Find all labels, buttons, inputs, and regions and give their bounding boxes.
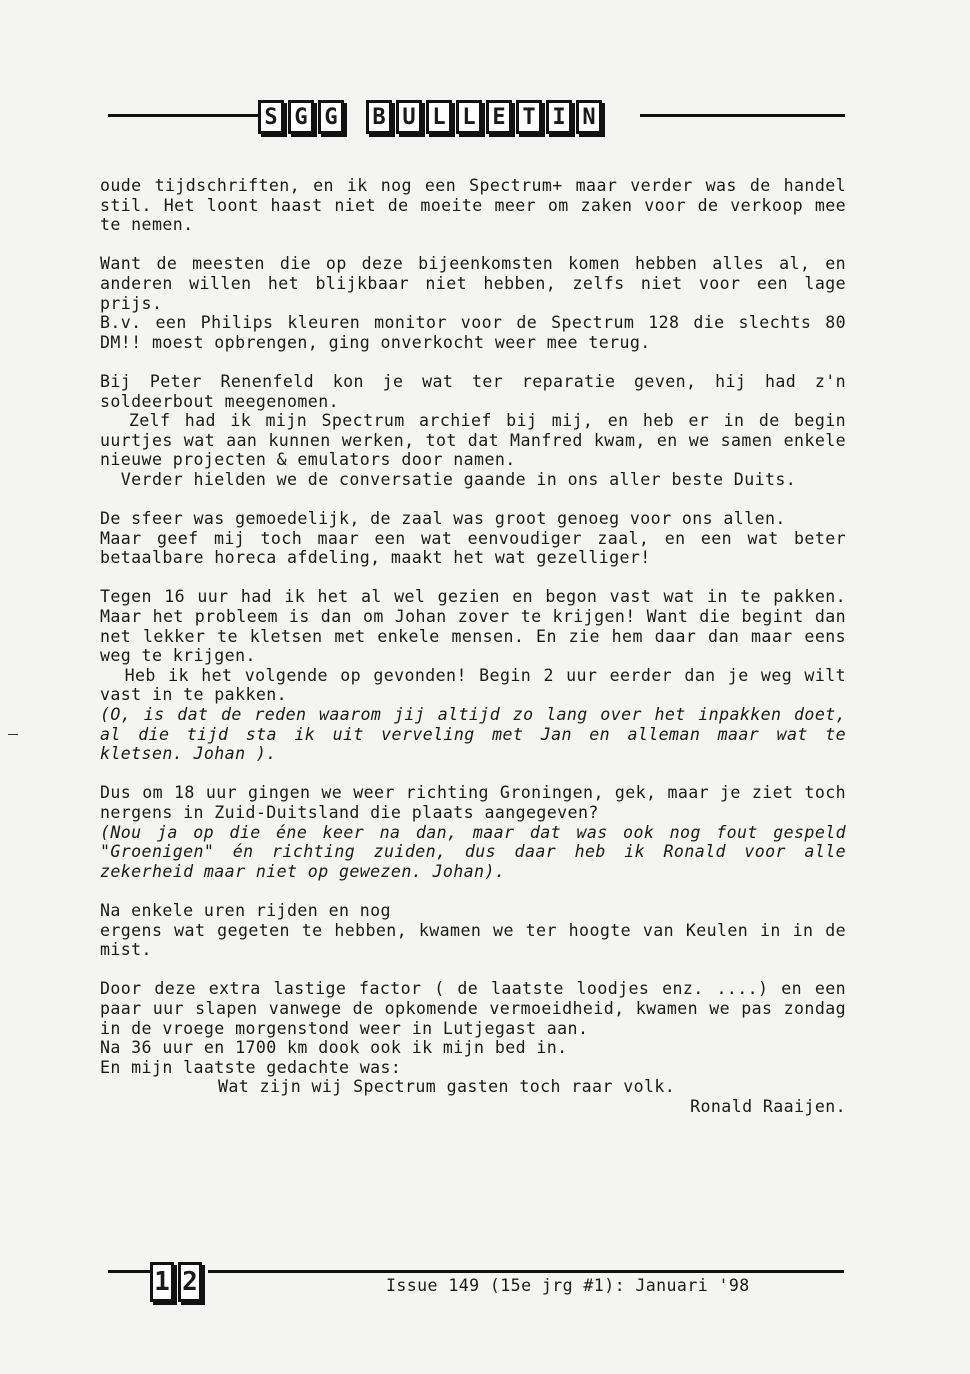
masthead-letter: L [426,100,452,134]
article-body [100,176,857,1117]
header-rule-right [640,114,845,117]
issue-line: Issue 149 (15e jrg #1): Januari '98 [386,1276,750,1295]
masthead-letter: I [546,100,572,134]
footer-rule-right [208,1270,844,1273]
page-digit: 1 [150,1262,174,1302]
masthead-letter: N [576,100,602,134]
closing-quote: Wat zijn wij Spectrum gasten toch raar volk. [218,1077,676,1097]
masthead-letter: E [486,100,512,134]
paragraph: Door deze extra lastige factor ( de laatste loodjes enz. ....) en een paar uur slapen vanwege de opkomende vermoeidheid, kwamen we pas zondag in de vroege morgenstond weer in Lutjegast aan. [100,979,857,1038]
paragraph: Na 36 uur en 1700 km dook ook ik mijn bed in. En mijn laatste gedachte was: [100,1038,568,1077]
page-digit: 2 [178,1262,202,1302]
paragraph: Want de meesten die op deze bijeenkomsten komen hebben alles al, en anderen willen het blijkbaar niet hebben, zelfs niet voor een lage prijs. B.v. een Philips kleuren monitor voor de Spectrum 128 die slechts 80 DM!! moest opbrengen, ging onverkocht weer mee terug. [100,254,846,352]
masthead-letter: G [288,100,314,134]
editor-note: (Nou ja op die éne keer na dan, maar dat was ook nog fout gespeld "Groenigen" én richting zuiden, dus daar heb ik Ronald voor alle zekerheid maar niet op gewezen. Johan). [100,822,857,881]
editor-note: (O, is dat de reden waarom jij altijd zo lang over het inpakken doet, al die tijd sta ik uit verveling met Jan en alleman maar wat te kletsen. Johan ). [100,705,857,764]
paragraph: De sfeer was gemoedelijk, de zaal was groot genoeg voor ons allen. Maar geef mij toch maar een wat eenvoudiger zaal, en een wat beter betaalbare horeca afdeling, maakt het wat gezelliger! [100,509,846,568]
footer-rule-left [108,1270,150,1273]
masthead-letter: G [318,100,344,134]
masthead [258,100,602,134]
header-rule-left [108,114,258,117]
masthead-letter: T [516,100,542,134]
signature: Ronald Raaijen. [690,1096,846,1116]
masthead-letter: B [366,100,392,134]
paragraph: Na enkele uren rijden en nog ergens wat gegeten te hebben, kwamen we ter hoogte van Keulen in in de mist. [100,900,846,960]
paragraph: Tegen 16 uur had ik het al wel gezien en begon vast wat in te pakken. Maar het probleem is dan om Johan zover te krijgen! Want die begint dan net lekker te kletsen met enkele mensen. En zie hem daar dan maar eens weg te krijgen. Heb ik het volgende op gevonden! Begin 2 uur eerder dan je weg wilt vast in te pakken. [100,587,846,705]
masthead-letter: U [396,100,422,134]
masthead-letter: S [258,100,284,134]
paragraph: Bij Peter Renenfeld kon je wat ter reparatie geven, hij had z'n soldeerbout meegenomen. Zelf had ik mijn Spectrum archief bij mij, en heb er in de begin uurtjes wat aan kunnen werken, tot dat Manfred kwam, en we samen enkele nieuwe projecten & emulators door namen. Verder hielden we de conversatie gaande in ons aller beste Duits. [100,371,846,489]
paragraph: Dus om 18 uur gingen we weer richting Groningen, gek, maar je ziet toch nergens in Zuid-Duitsland die plaats aangegeven? [100,783,857,822]
page-number [150,1262,202,1302]
paragraph: oude tijdschriften, en ik nog een Spectrum+ maar verder was de handel stil. Het loont haast niet de moeite meer om zaken voor de verkoop mee te nemen. [100,176,857,235]
margin-mark [8,734,18,735]
masthead-letter: L [456,100,482,134]
